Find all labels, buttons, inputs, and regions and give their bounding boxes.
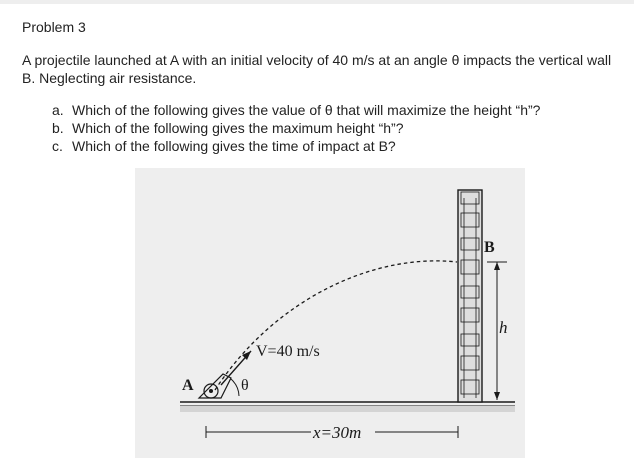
distance-label: x=30m xyxy=(313,423,362,442)
question-marker: b. xyxy=(52,120,64,136)
question-marker: a. xyxy=(52,102,64,118)
question-item-a xyxy=(52,101,540,119)
projectile-figure xyxy=(135,168,525,458)
top-divider xyxy=(0,0,634,4)
angle-label: θ xyxy=(241,377,249,394)
question-text: Which of the following gives the maximum height “h”? xyxy=(72,120,404,136)
question-text: Which of the following gives the time of impact at B? xyxy=(72,138,396,154)
question-item-b xyxy=(52,119,540,137)
velocity-label: V=40 m/s xyxy=(256,343,320,360)
point-a-label: A xyxy=(182,377,194,394)
problem-title: Problem 3 xyxy=(22,19,86,35)
point-b-label: B xyxy=(484,239,495,256)
cannon-hub xyxy=(209,389,213,393)
ground-hatch xyxy=(180,406,515,412)
height-label: h xyxy=(499,318,508,337)
question-marker: c. xyxy=(52,138,63,154)
question-list xyxy=(52,101,540,155)
question-text: Which of the following gives the value of θ that will maximize the height “h”? xyxy=(72,102,541,118)
projectile-diagram xyxy=(135,168,525,458)
question-item-c xyxy=(52,137,540,155)
problem-statement: A projectile launched at A with an initial velocity of 40 m/s at an angle θ impacts the vertical wall B. Neglecting air resistance. xyxy=(22,52,612,86)
